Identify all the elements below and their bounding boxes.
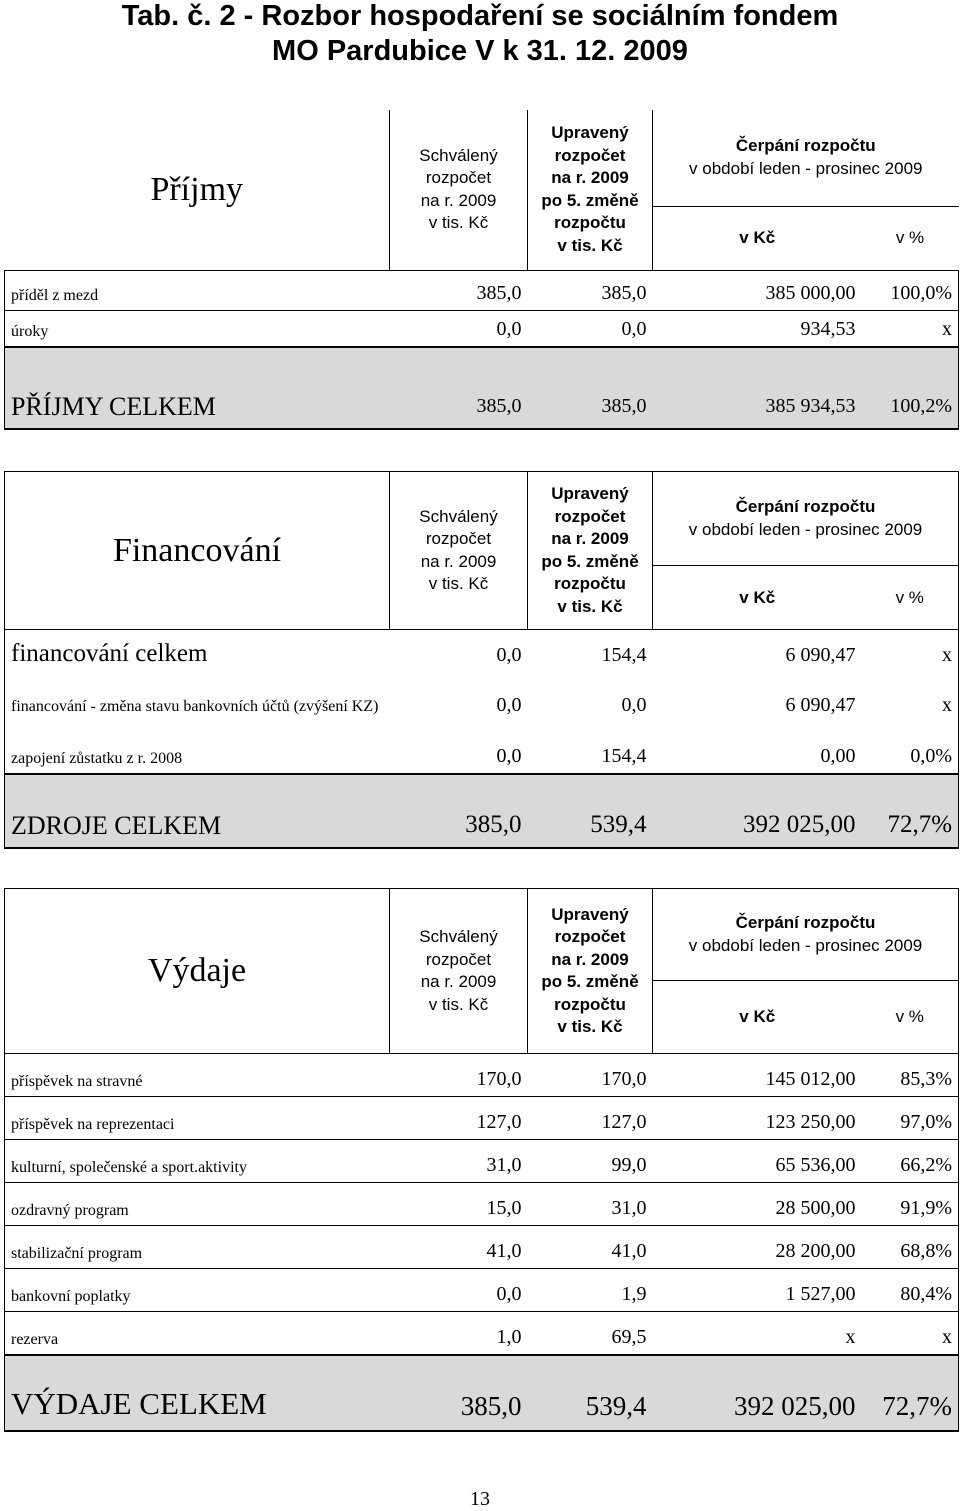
document-subtitle: MO Pardubice V k 31. 12. 2009 — [272, 35, 688, 67]
table-row: stabilizační program 41,0 41,0 28 200,00 68,8% — [5, 1226, 959, 1269]
header-v-pct: v % — [862, 206, 959, 270]
prijmy-total-row: PŘÍJMY CELKEM 385,0 385,0 385 934,53 100,2% — [5, 347, 959, 429]
header-cerpani: Čerpání rozpočtu v období leden - prosinec 2009 — [653, 472, 959, 566]
header-cerpani: Čerpání rozpočtu v období leden - prosinec 2009 — [653, 889, 959, 981]
header-schvaleny: Schválený rozpočet na r. 2009 v tis. Kč — [390, 472, 528, 630]
header-schvaleny: Schválený rozpočet na r. 2009 v tis. Kč — [390, 889, 528, 1054]
vydaje-total-row: VÝDAJE CELKEM 385,0 539,4 392 025,00 72,7% — [5, 1355, 959, 1431]
financovani-table — [4, 471, 959, 849]
table-row: kulturní, společenské a sport.aktivity 31,0 99,0 65 536,00 66,2% — [5, 1140, 959, 1183]
financovani-total-row: ZDROJE CELKEM 385,0 539,4 392 025,00 72,7% — [5, 774, 959, 848]
table-row: bankovní poplatky 0,0 1,9 1 527,00 80,4% — [5, 1269, 959, 1312]
table-row: příspěvek na stravné 170,0 170,0 145 012,00 85,3% — [5, 1054, 959, 1097]
table-row: rezerva 1,0 69,5 x x — [5, 1312, 959, 1355]
header-v-kc: v Kč — [653, 206, 862, 270]
header-upraveny: Upravený rozpočet na r. 2009 po 5. změně rozpočtu v tis. Kč — [528, 110, 653, 270]
table-row: ozdravný program 15,0 31,0 28 500,00 91,9% — [5, 1183, 959, 1226]
table-row: úroky 0,0 0,0 934,53 x — [5, 310, 959, 347]
header-v-kc: v Kč — [653, 566, 862, 630]
table-row: financování - změna stavu bankovních účtů (zvýšení KZ) 0,0 0,0 6 090,47 x — [5, 672, 959, 722]
table-row: příděl z mezd 385,0 385,0 385 000,00 100,0% — [5, 270, 959, 310]
table-row: financování celkem 0,0 154,4 6 090,47 x — [5, 630, 959, 672]
page-number: 13 — [470, 1488, 490, 1510]
prijmy-section-label: Příjmy — [5, 110, 390, 270]
header-v-pct: v % — [862, 566, 959, 630]
vydaje-section-label: Výdaje — [5, 889, 390, 1054]
header-upraveny: Upravený rozpočet na r. 2009 po 5. změně rozpočtu v tis. Kč — [528, 472, 653, 630]
prijmy-table — [4, 110, 959, 430]
header-schvaleny: Schválený rozpočet na r. 2009 v tis. Kč — [390, 110, 528, 270]
financovani-section-label: Financování — [5, 472, 390, 630]
header-cerpani: Čerpání rozpočtu v období leden - prosinec 2009 — [653, 110, 959, 206]
table-row: příspěvek na reprezentaci 127,0 127,0 123 250,00 97,0% — [5, 1097, 959, 1140]
table-row: zapojení zůstatku z r. 2008 0,0 154,4 0,00 0,0% — [5, 722, 959, 774]
header-v-kc: v Kč — [653, 981, 862, 1054]
vydaje-table — [4, 888, 959, 1432]
header-v-pct: v % — [862, 981, 959, 1054]
document-title: Tab. č. 2 - Rozbor hospodaření se sociálním fondem — [121, 0, 839, 32]
header-upraveny: Upravený rozpočet na r. 2009 po 5. změně rozpočtu v tis. Kč — [528, 889, 653, 1054]
